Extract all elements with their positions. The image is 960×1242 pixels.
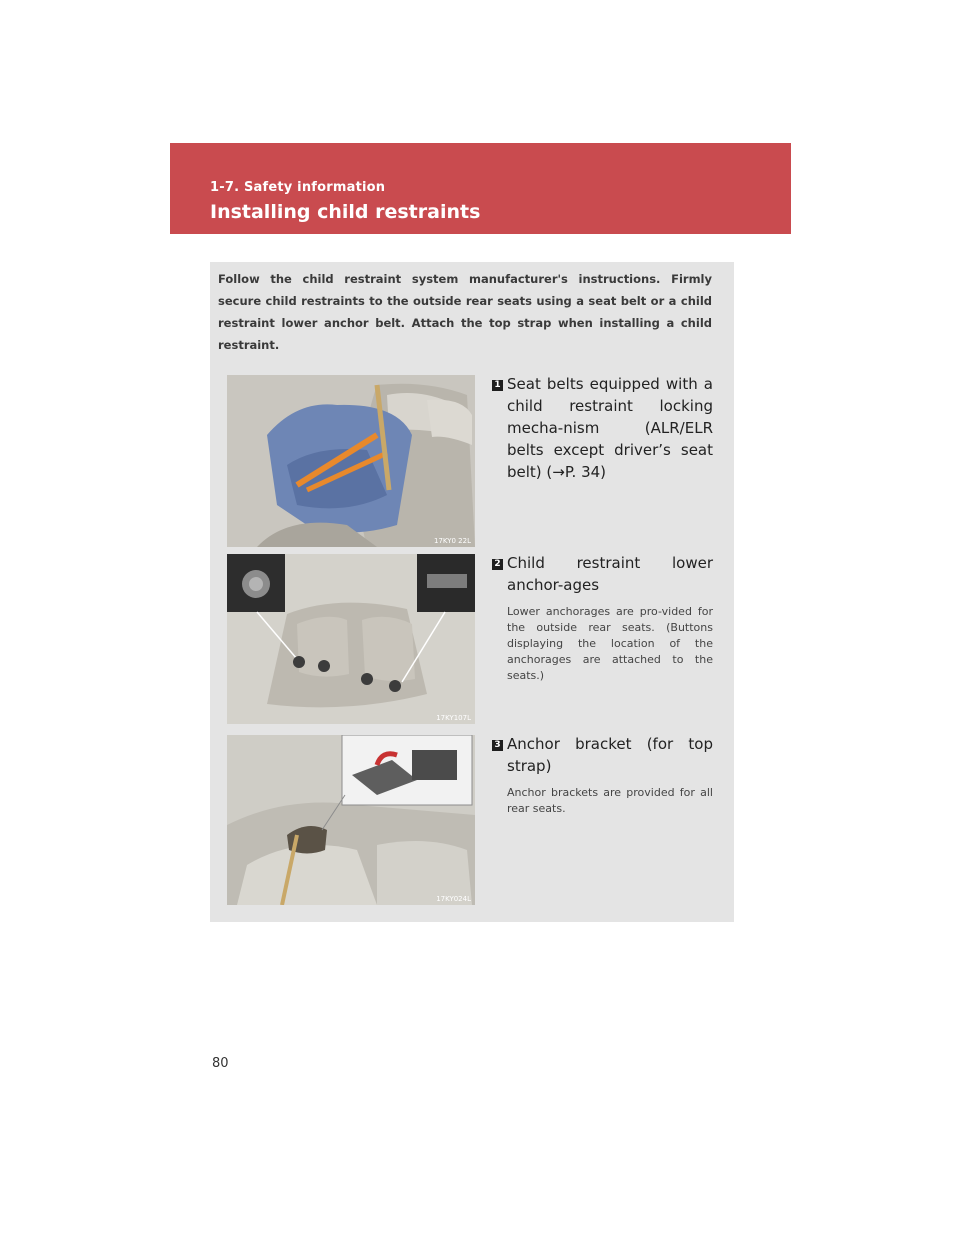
anchor-bracket-illustration bbox=[227, 735, 475, 905]
item-description: Anchor brackets are provided for all rear seats. bbox=[507, 786, 713, 815]
figure-code: 17KY107L bbox=[436, 714, 471, 722]
item-marker-2: 2 bbox=[492, 559, 503, 570]
item-lower-anchorages bbox=[507, 552, 713, 684]
item-title: Child restraint lower anchor-ages bbox=[507, 554, 713, 594]
item-seat-belts bbox=[507, 373, 713, 483]
figure-lower-anchorages bbox=[227, 554, 475, 724]
child-seat-illustration bbox=[227, 375, 475, 547]
content-panel bbox=[210, 262, 734, 922]
item-description: Lower anchorages are pro-vided for the outside rear seats. (Buttons displaying the location of the anchorages are attached to the seats.) bbox=[507, 605, 713, 682]
figure-code: 17KY024L bbox=[436, 895, 471, 903]
figure-code: 17KY0 22L bbox=[433, 537, 471, 545]
item-marker-3: 3 bbox=[492, 740, 503, 751]
section-label: 1-7. Safety information bbox=[210, 180, 386, 195]
chapter-header bbox=[170, 143, 791, 234]
item-title: Anchor bracket (for top strap) bbox=[507, 735, 713, 775]
item-anchor-bracket bbox=[507, 733, 713, 817]
figure-child-seat-belt bbox=[227, 375, 475, 547]
intro-text: Follow the child restraint system manufacturer's instructions. Firmly secure child restraints to the outside rear seats using a seat belt or a child restraint lower anchor belt. Attach the top strap when installing a child restraint. bbox=[218, 272, 712, 352]
page-number: 80 bbox=[212, 1056, 229, 1071]
page-title: Installing child restraints bbox=[210, 201, 481, 223]
rear-seat-illustration bbox=[227, 554, 475, 724]
item-marker-1: 1 bbox=[492, 380, 503, 391]
item-title: Seat belts equipped with a child restraint locking mecha-nism (ALR/ELR belts except driver’s seat belt) (→P. 34) bbox=[507, 375, 713, 481]
figure-anchor-bracket bbox=[227, 735, 475, 905]
